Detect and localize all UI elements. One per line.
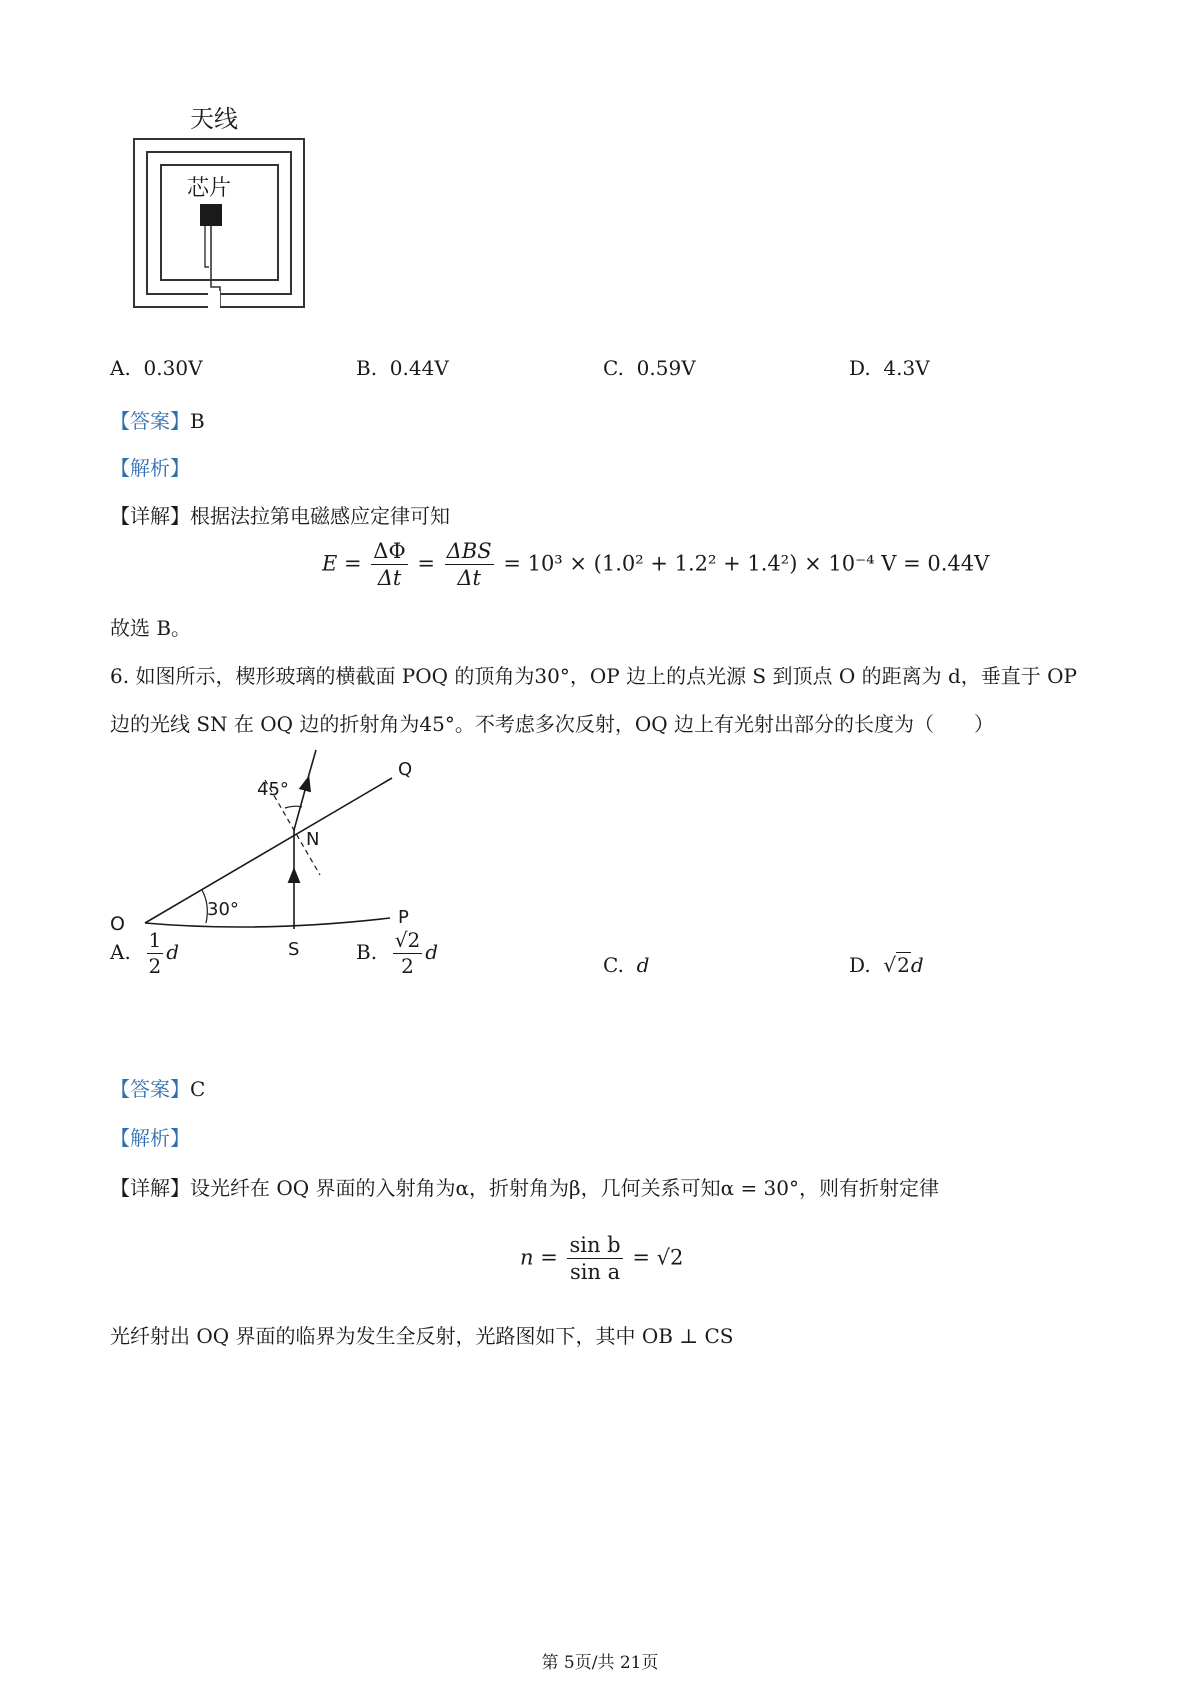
answer-tag: 【答案】: [110, 1077, 190, 1101]
angle-30-label: 30°: [207, 899, 239, 920]
antenna-label: 天线: [190, 105, 238, 133]
chip-label: 芯片: [187, 176, 232, 201]
label-n: N: [306, 829, 320, 850]
label-s: S: [288, 939, 300, 960]
q6-option-a: A. $\frac{1}{2}$ d: [110, 928, 180, 978]
q6-stem-line1: 6. 如图所示，楔形玻璃的横截面 POQ 的顶角为30°，OP 边上的点光源 S 到顶点 O 的距离为 d，垂直于 OP: [110, 664, 1077, 688]
q6-answer: 【答案】C: [110, 1077, 206, 1101]
q6-option-d: D. √2d: [849, 953, 924, 977]
q5-option-b: B. 0.44V: [356, 356, 449, 380]
label-p: P: [398, 907, 409, 928]
label-q: Q: [398, 759, 413, 780]
label-o: O: [110, 913, 125, 935]
answer-tag: 【答案】: [110, 409, 190, 433]
q5-analysis: [110, 452, 190, 481]
analysis-tag: 【解析】: [110, 456, 190, 480]
q5-detail: 【详解】根据法拉第电磁感应定律可知: [110, 504, 450, 528]
q6-analysis: [110, 1122, 190, 1151]
antenna-figure: [120, 95, 320, 325]
q5-option-d: D. 4.3V: [849, 356, 930, 380]
q5-answer: 【答案】B: [110, 409, 205, 433]
q6-formula: n = $\frac{\text{sin b}}{\text{sin a}}$ = √2: [520, 1233, 684, 1285]
analysis-tag: 【解析】: [110, 1126, 190, 1150]
q6-stem-line2: 边的光线 SN 在 OQ 边的折射角为45°。不考虑多次反射，OQ 边上有光射出部分的长度为（ ）: [110, 712, 995, 736]
q5-option-c: C. 0.59V: [603, 356, 696, 380]
q6-option-c: C. d: [603, 953, 650, 977]
q6-detail: 【详解】设光纤在 OQ 界面的入射角为α，折射角为β，几何关系可知α = 30°，则有折射定律: [110, 1176, 940, 1200]
chip-square: [200, 204, 222, 226]
page-footer: 第 5页/共 21页: [541, 1653, 659, 1673]
q5-conclusion: 故选 B。: [110, 616, 192, 640]
q6-option-b: B. $\frac{√2}{2}$ d: [356, 928, 439, 978]
q6-last-line: 光纤射出 OQ 界面的临界为发生全反射，光路图如下，其中 OB ⊥ CS: [110, 1324, 734, 1348]
angle-45-label: 45°: [257, 779, 289, 800]
q5-option-a: A. 0.30V: [110, 356, 203, 380]
q5-formula: E = $\frac{\Delta\Phi}{\Delta t}$ = $\frac{\text{ΔBS}}{\Delta t}$ = 10³ × (1.0² + 1.2² + 1.4²) × 10⁻⁴ V = 0.44V: [322, 539, 990, 591]
